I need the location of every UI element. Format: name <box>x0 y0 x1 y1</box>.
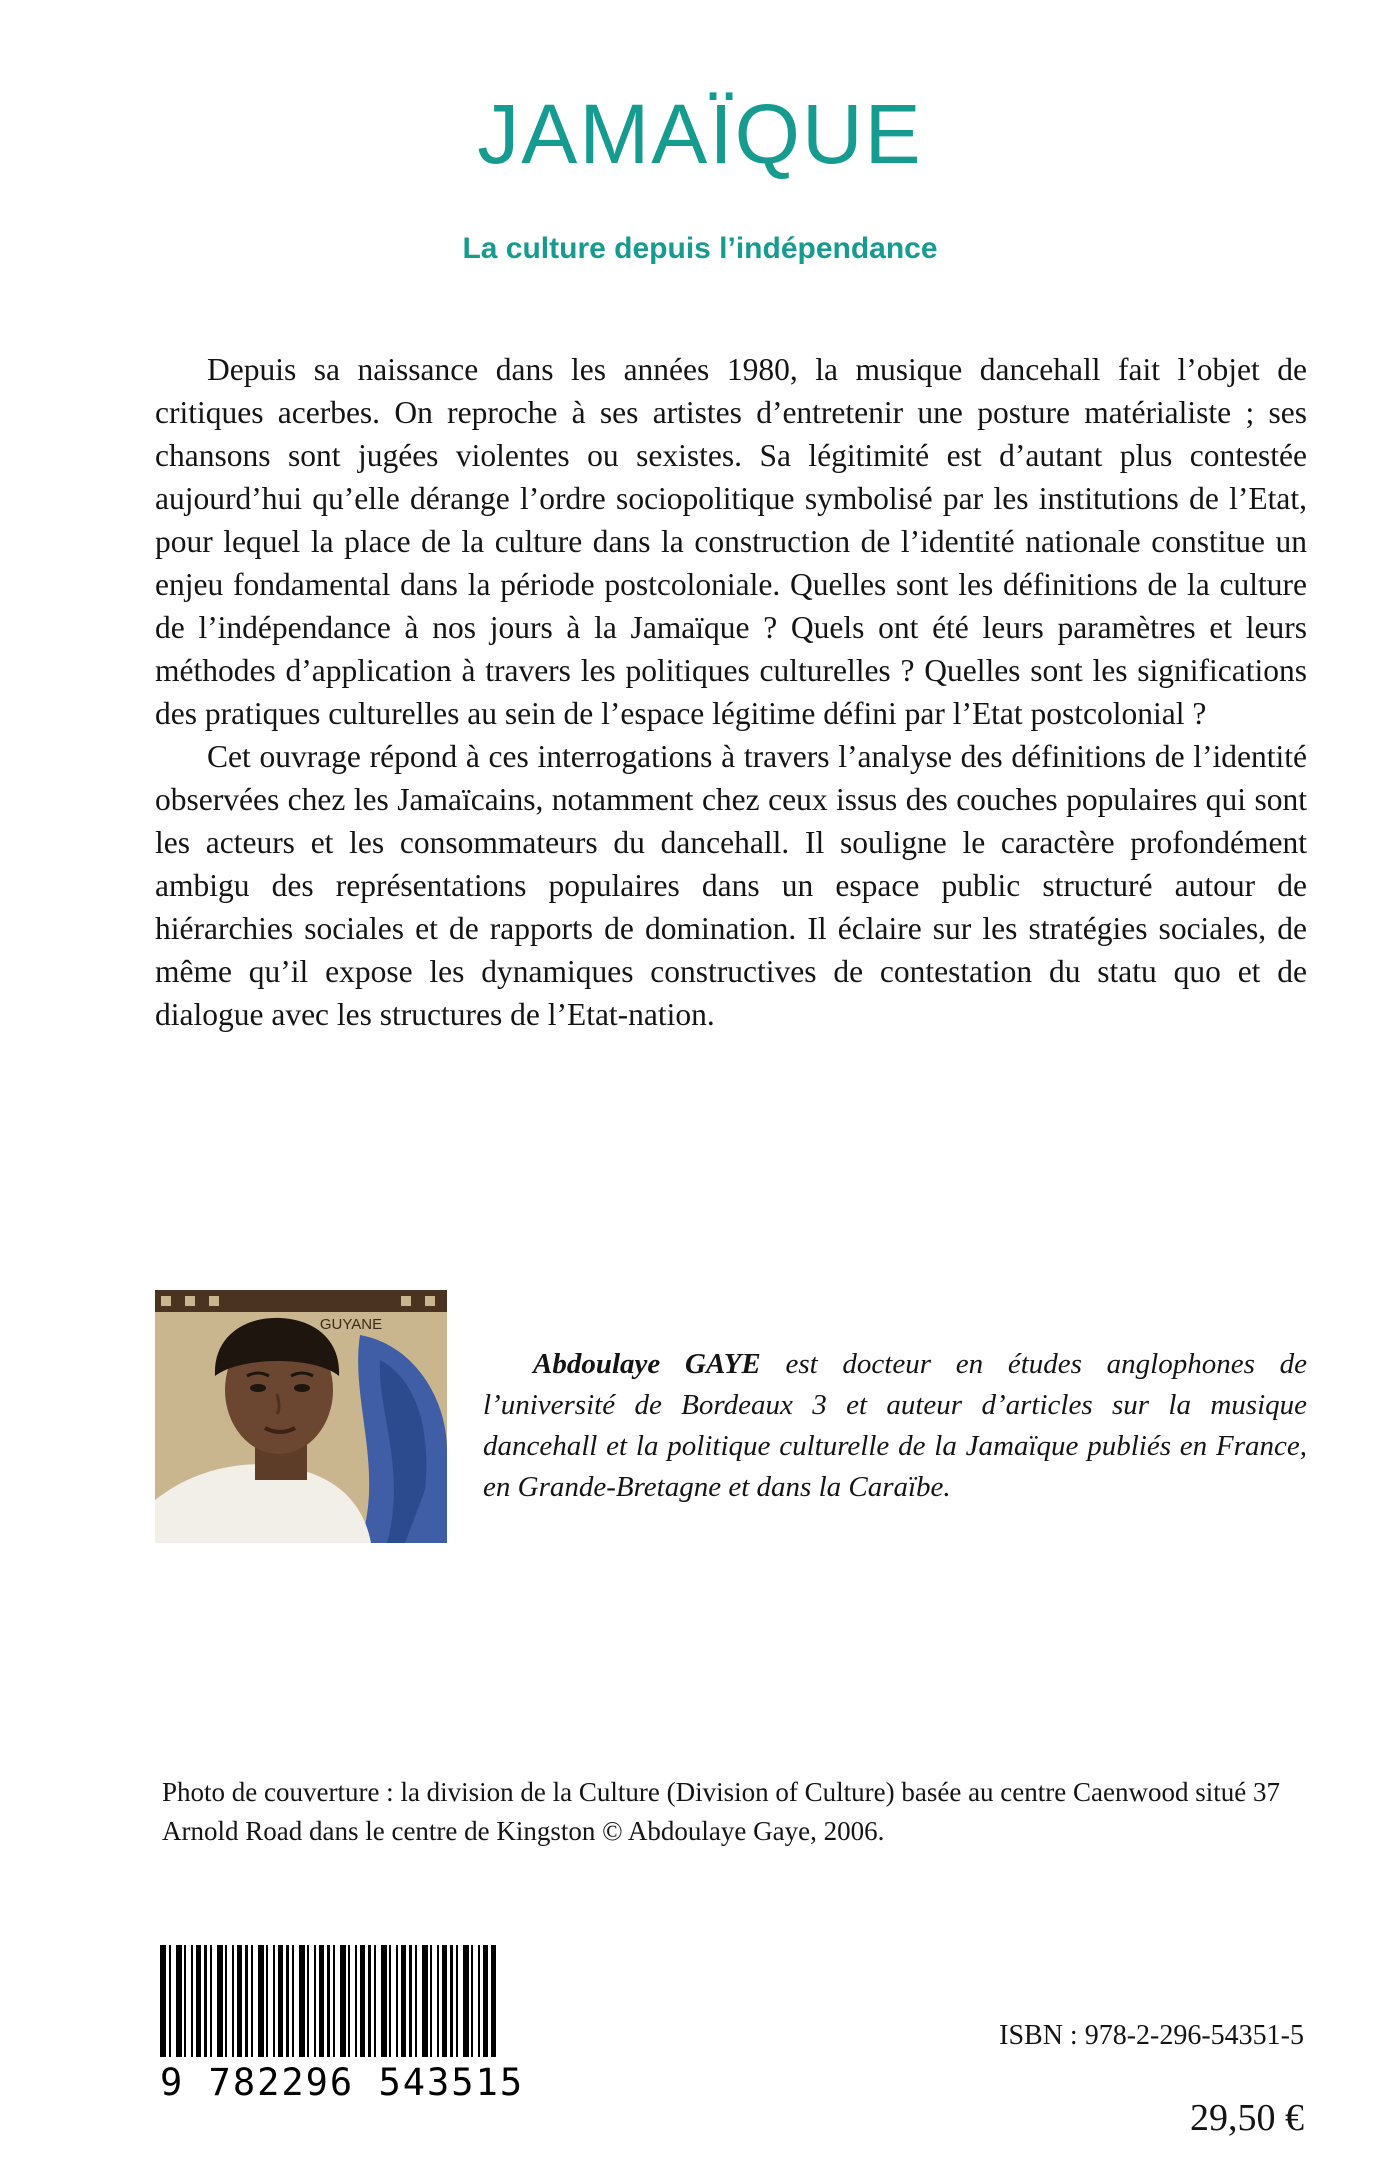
page-title: JAMAÏQUE <box>477 87 923 181</box>
author-photo-illustration <box>155 1290 447 1543</box>
photo-tapestry-text: GUYANE <box>319 1316 383 1333</box>
author-photo <box>155 1290 447 1543</box>
synopsis <box>155 348 1307 1036</box>
author-bio <box>483 1290 1307 1508</box>
isbn-text: ISBN : 978-2-296-54351-5 <box>999 2020 1304 2051</box>
author-bio-text: est docteur en études anglophones de l’université de Bordeaux 3 et auteur d’articles sur la musique dancehall et la politique culturelle de la Jamaïque publiés en France, en Grande-Bretagne et dans la Caraïbe. <box>483 1348 1307 1503</box>
photo-credit: Photo de couverture : la division de la Culture (Division of Culture) basée au centre Caenwood situé 37 Arnold Road dans le centre de Kingston © Abdoulaye Gaye, 2006. <box>162 1777 1280 1846</box>
price-text: 29,50 € <box>1190 2097 1304 2139</box>
page-subtitle: La culture depuis l’indépendance <box>462 232 938 265</box>
barcode <box>160 1945 525 2104</box>
barcode-bars <box>160 1945 496 2057</box>
barcode-digits: 9 782296 543515 <box>160 2061 525 2104</box>
author-section <box>155 1290 1307 1543</box>
author-name: Abdoulaye GAYE <box>533 1348 761 1380</box>
synopsis-paragraph-1: Depuis sa naissance dans les années 1980, la musique dancehall fait l’objet de critiques acerbes. On reproche à ses artistes d’entretenir une posture matérialiste ; ses chansons sont jugées violentes ou sexistes. Sa légitimité est d’autant plus contestée aujourd’hui qu’elle dérange l’ordre sociopolitique symbolisé par les institutions de l’Etat, pour lequel la place de la culture dans la construction de l’identité nationale constitue un enjeu fondamental dans la période postcoloniale. Quelles sont les définitions de la culture de l’indépendance à nos jours à la Jamaïque ? Quels ont été leurs paramètres et leurs méthodes d’application à travers les politiques culturelles ? Quelles sont les significations des pratiques culturelles au sein de l’espace légitime défini par l’Etat postcolonial ? <box>155 352 1307 731</box>
synopsis-paragraph-2: Cet ouvrage répond à ces interrogations à travers l’analyse des définitions de l’identité observées chez les Jamaïcains, notamment chez ceux issus des couches populaires qui sont les acteurs et les consommateurs du dancehall. Il souligne le caractère profondément ambigu des représentations populaires dans un espace public structuré autour de hiérarchies sociales et de rapports de domination. Il éclaire sur les stratégies sociales, de même qu’il expose les dynamiques constructives de contestation du statu quo et de dialogue avec les structures de l’Etat-nation. <box>155 739 1307 1032</box>
